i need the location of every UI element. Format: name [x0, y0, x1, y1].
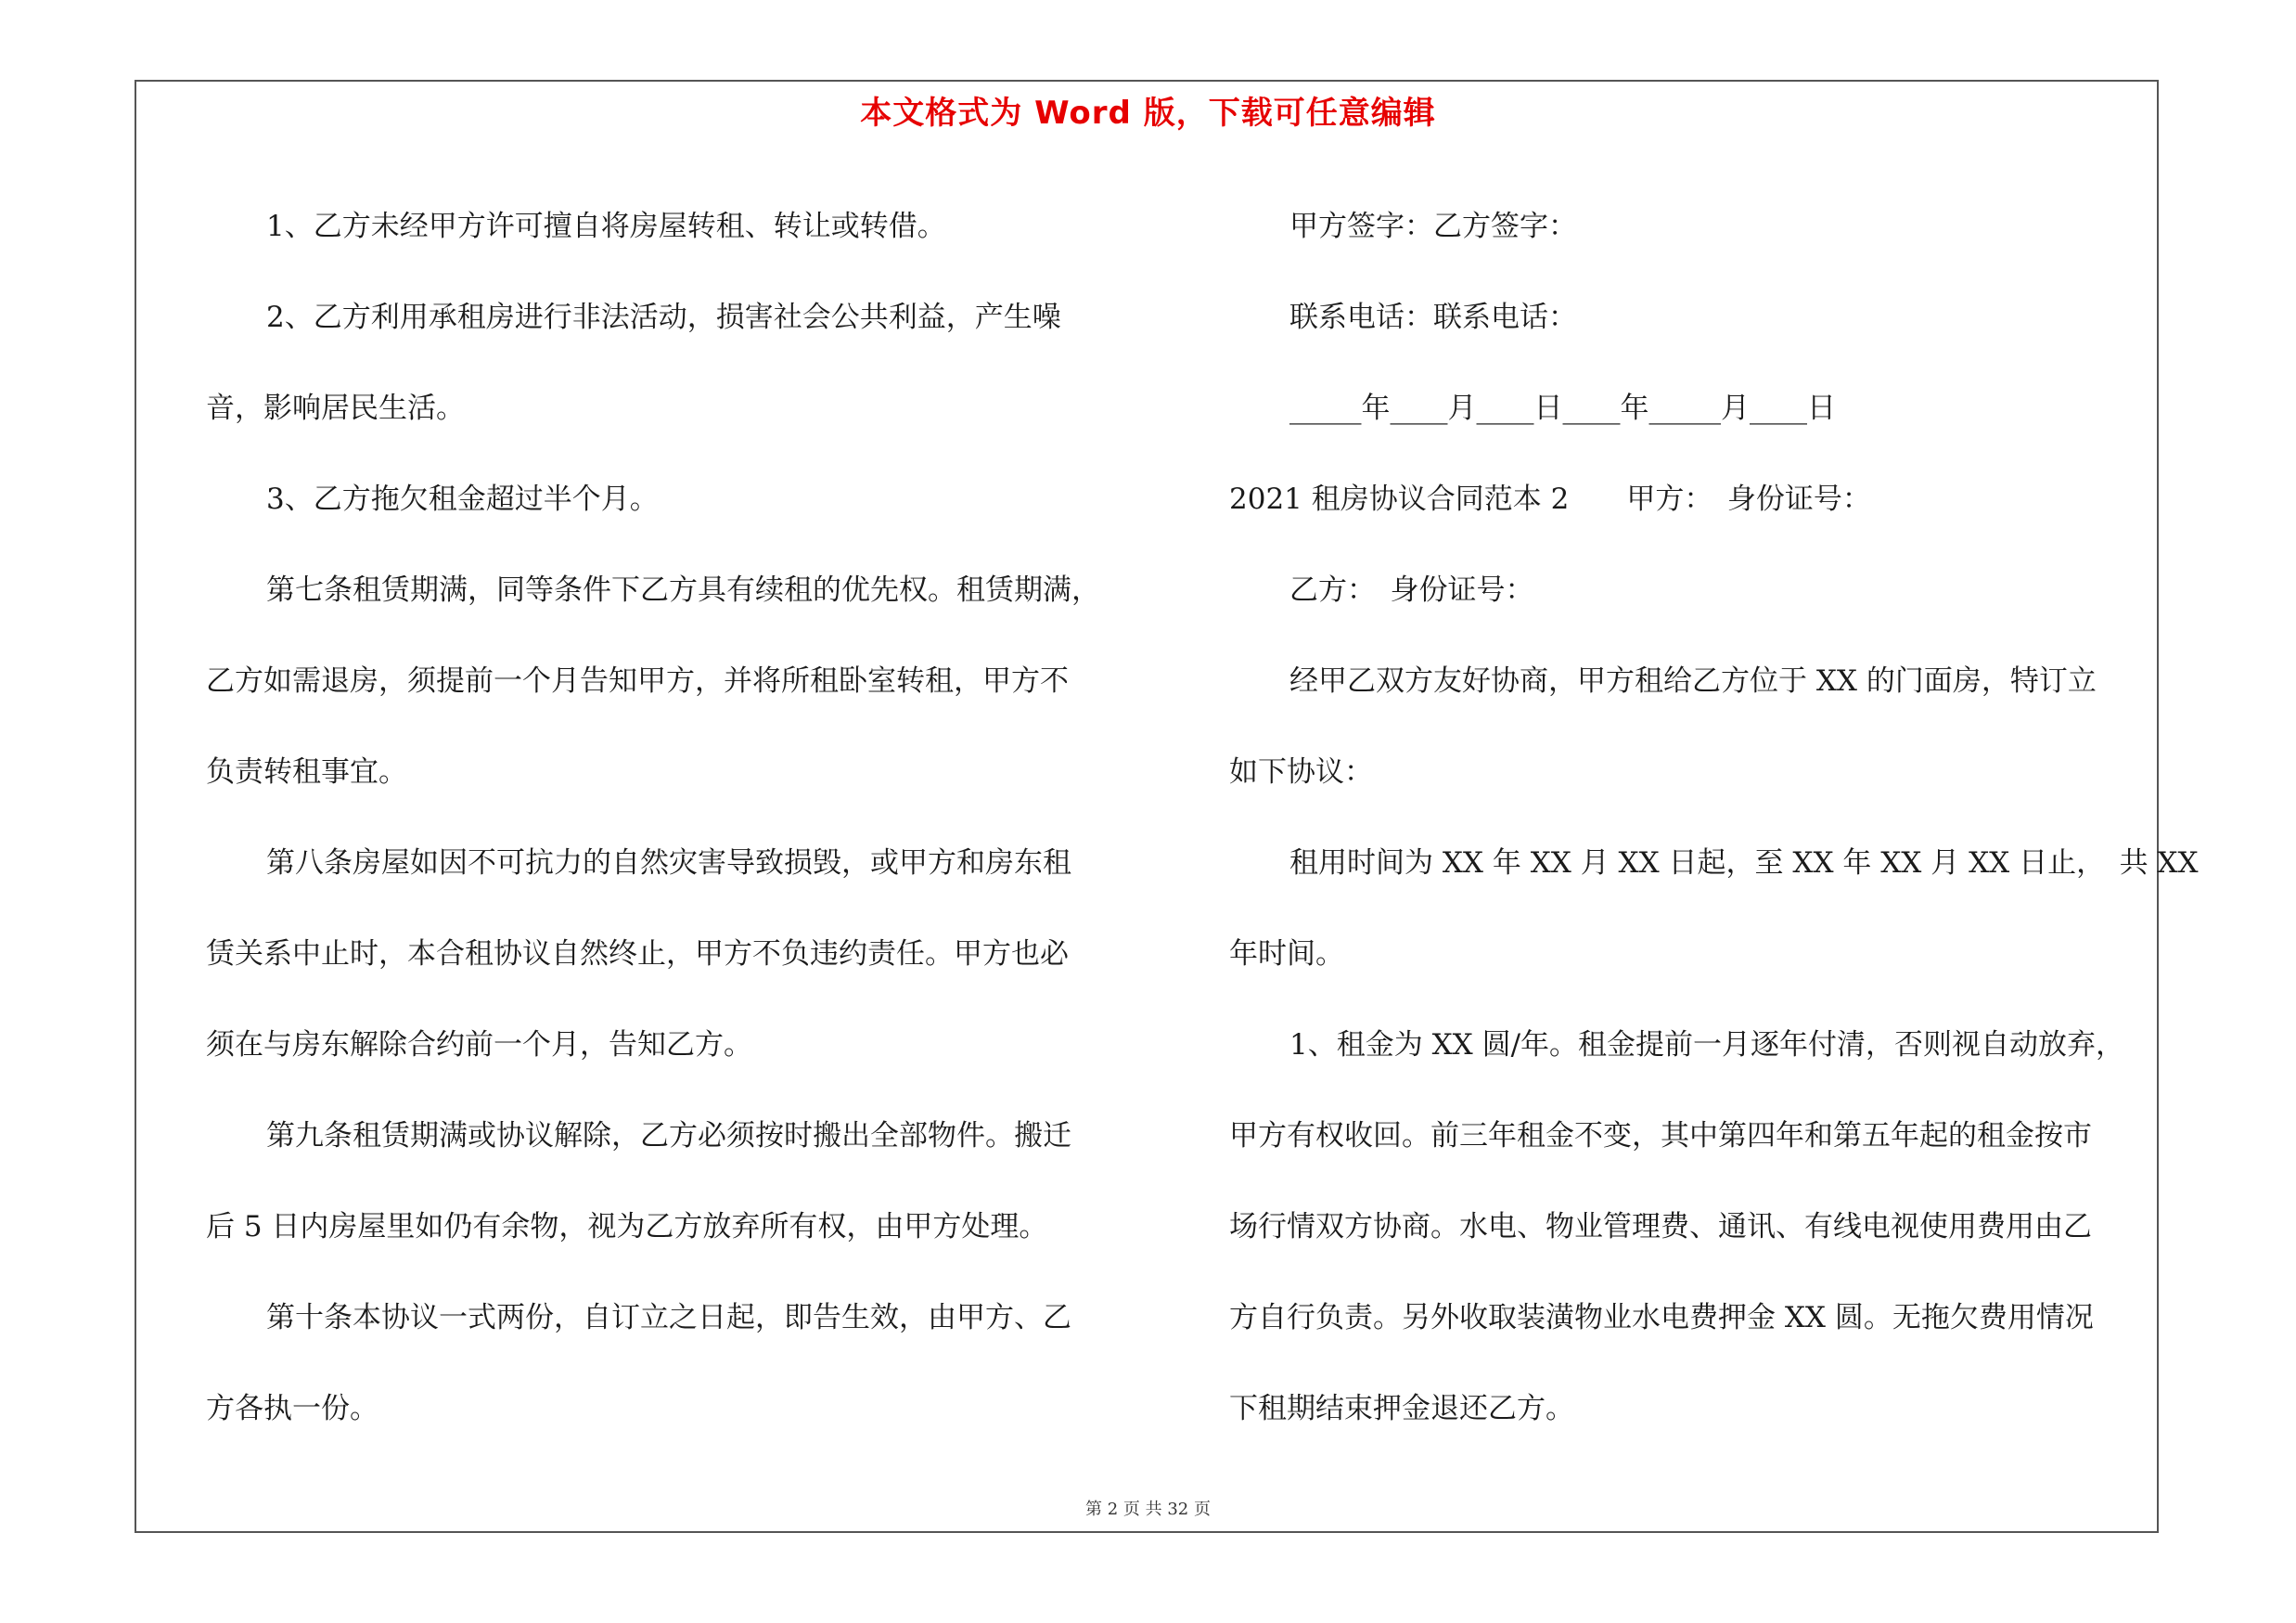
paragraph-line: 第九条租赁期满或协议解除，乙方必须按时搬出全部物件。搬迁 — [266, 1119, 1071, 1153]
paragraph-line: 方各执一份。 — [206, 1392, 378, 1425]
paragraph-line: 乙方： 身份证号： — [1289, 573, 1534, 607]
paragraph-line: 如下协议： — [1229, 755, 1373, 789]
paragraph-line: 1、租金为 XX 圆/年。租金提前一月逐年付清，否则视自动放弃， — [1289, 1028, 2125, 1062]
paragraph-line: 后 5 日内房屋里如仍有余物，视为乙方放弃所有权，由甲方处理。 — [206, 1210, 1048, 1243]
paragraph-line: 甲方有权收回。前三年租金不变，其中第四年和第五年起的租金按市 — [1229, 1119, 2092, 1153]
page-number-footer: 第 2 页 共 32 页 — [1085, 1500, 1211, 1519]
paragraph-line: _____年____月____日____年_____月____日 — [1289, 392, 1836, 425]
paragraph-line: 场行情双方协商。水电、物业管理费、通讯、有线电视使用费用由乙 — [1229, 1210, 2092, 1243]
paragraph-line: 租用时间为 XX 年 XX 月 XX 日起，至 XX 年 XX 月 XX 日止， 共 XX — [1289, 846, 2199, 880]
paragraph-line: 第八条房屋如因不可抗力的自然灾害导致损毁，或甲方和房东租 — [266, 846, 1071, 880]
paragraph-line: 年时间。 — [1229, 937, 1344, 971]
paragraph-line: 下租期结束押金退还乙方。 — [1229, 1392, 1574, 1425]
paragraph-line: 第十条本协议一式两份，自订立之日起，即告生效，由甲方、乙 — [266, 1301, 1071, 1334]
paragraph-line: 3、乙方拖欠租金超过半个月。 — [266, 483, 659, 516]
left-text-column — [206, 181, 1134, 1454]
paragraph-line: 须在与房东解除合约前一个月，告知乙方。 — [206, 1028, 752, 1062]
paragraph-line: 赁关系中止时，本合租协议自然终止，甲方不负违约责任。甲方也必 — [206, 937, 1069, 971]
right-text-column — [1229, 181, 2199, 1454]
paragraph-line: 音，影响居民生活。 — [206, 392, 465, 425]
paragraph-line: 甲方签字：乙方签字： — [1289, 210, 1577, 243]
paragraph-line: 负责转租事宜。 — [206, 755, 407, 789]
paragraph-line: 经甲乙双方友好协商，甲方租给乙方位于 XX 的门面房，特订立 — [1289, 664, 2097, 698]
document-header-notice: 本文格式为 Word 版，下载可任意编辑 — [860, 95, 1436, 132]
paragraph-line: 方自行负责。另外收取装潢物业水电费押金 XX 圆。无拖欠费用情况 — [1229, 1301, 2094, 1334]
paragraph-line: 乙方如需退房，须提前一个月告知甲方，并将所租卧室转租，甲方不 — [206, 664, 1069, 698]
paragraph-line: 2、乙方利用承租房进行非法活动，损害社会公共利益，产生噪 — [266, 301, 1061, 334]
paragraph-line: 2021 租房协议合同范本 2 甲方： 身份证号： — [1229, 483, 1871, 516]
paragraph-line: 联系电话：联系电话： — [1289, 301, 1577, 334]
paragraph-line: 第七条租赁期满，同等条件下乙方具有续租的优先权。租赁期满， — [266, 573, 1100, 607]
paragraph-line: 1、乙方未经甲方许可擅自将房屋转租、转让或转借。 — [266, 210, 946, 243]
